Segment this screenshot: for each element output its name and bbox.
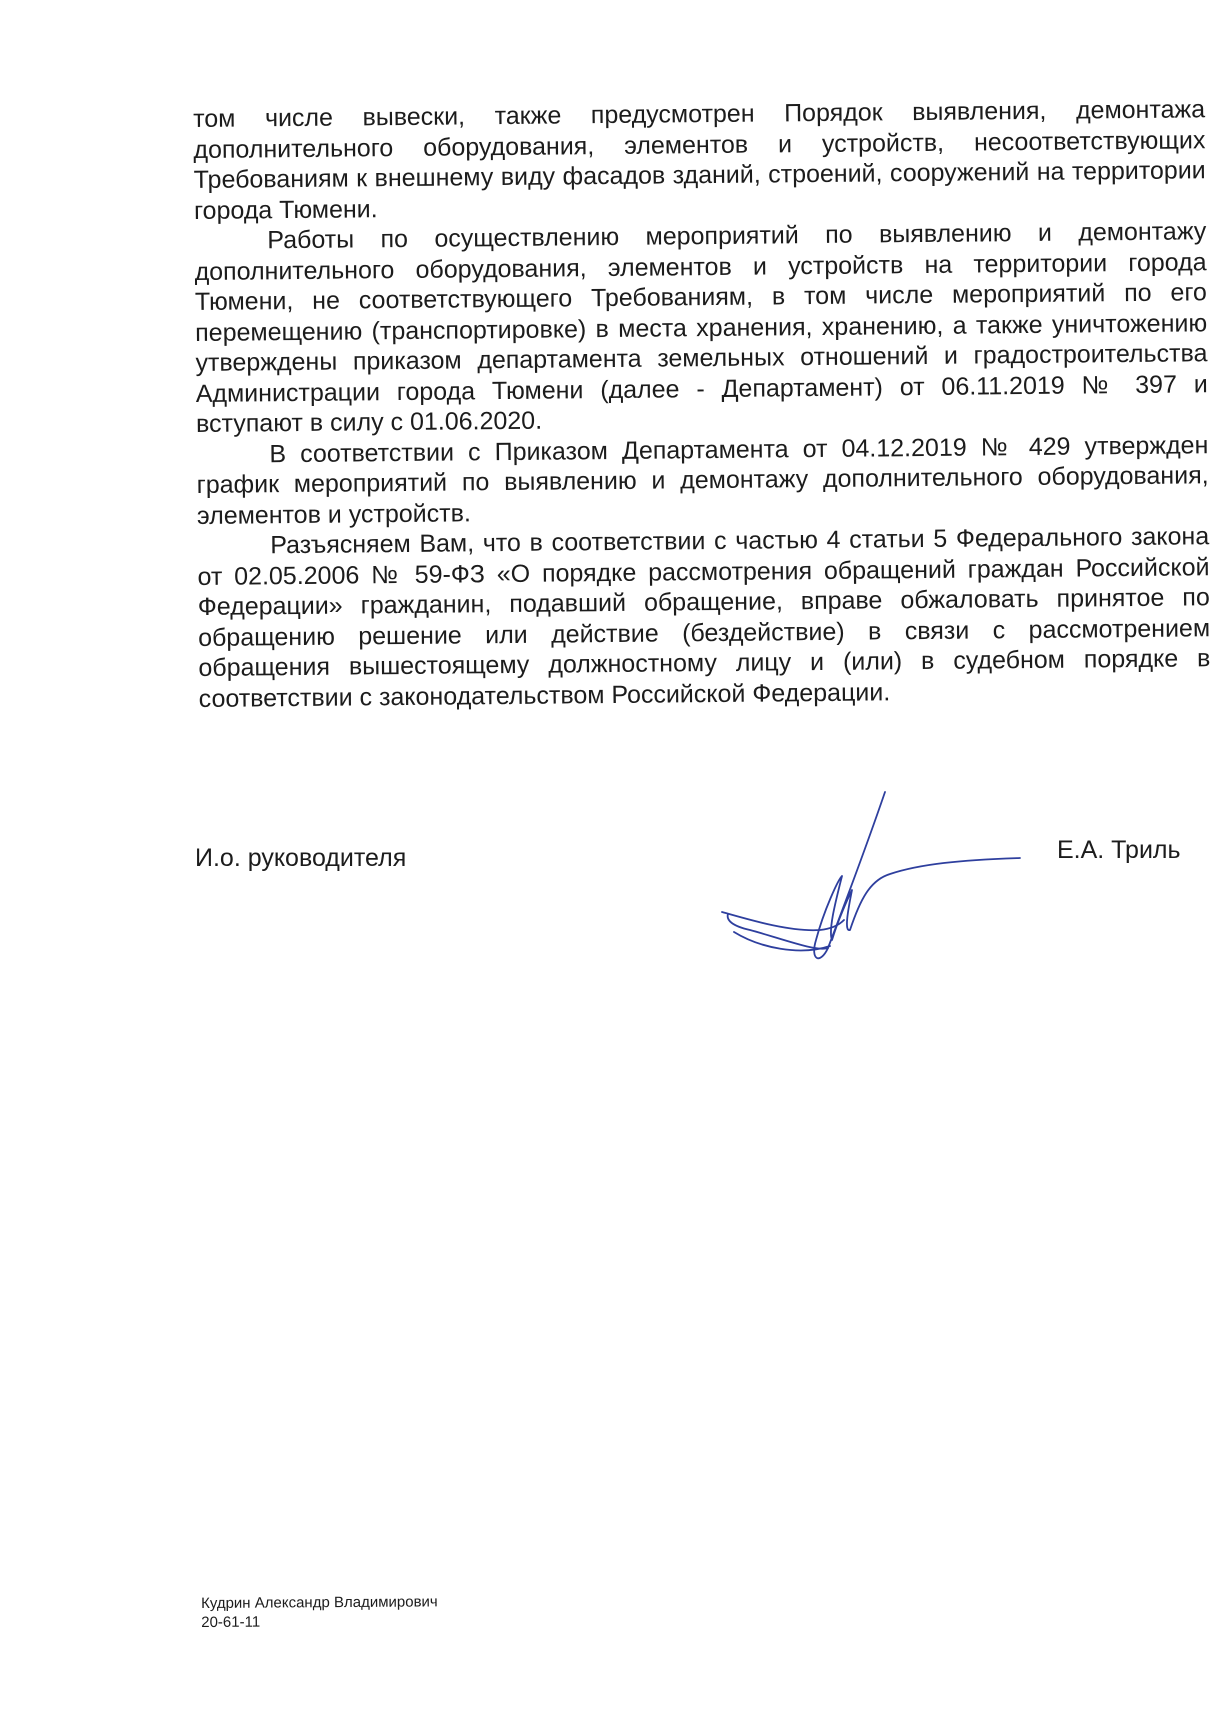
executor-name: Кудрин Александр Владимирович: [201, 1593, 438, 1612]
signatory-title: И.о. руководителя: [195, 844, 407, 872]
paragraph-2: Работы по осуществлению мероприятий по выявлению и демонтажу дополнительного оборудования, элементов и устройств на территории города Тюмени, не соответствующего Требованиям, в том числе мероприятий по его перемещению (транспортировке) в места хранения, хранению, а также уничтожению утверждены приказом департамента земельных отношений и градостроительства Администрации города Тюмени (далее - Департамент) от 06.11.2019 № 397 и вступают в силу с 01.06.2020.: [194, 217, 1208, 438]
paragraph-1: том числе вывески, также предусмотрен Порядок выявления, демонтажа дополнительного оборудования, элементов и устройств, несоответствующих Требованиям к внешнему виду фасадов зданий, строений, сооружений на территории города Тюмени.: [193, 95, 1206, 225]
paragraph-4: Разъясняем Вам, что в соответствии с частью 4 статьи 5 Федерального закона от 02.05.2006 № 59-ФЗ «О порядке рассмотрения обращений граждан Российской Федерации» гражданин, подавший обращение, вправе обжаловать принятое по обращению решение или действие (бездействие) в связи с рассмотрением обращения вышестоящему должностному лицу и (или) в судебном порядке в соответствии с законодательством Российской Федерации.: [197, 522, 1211, 713]
signatory-name: Е.А. Триль: [1057, 836, 1181, 864]
letter-body: [193, 94, 1211, 714]
paragraph-3: В соответствии с Приказом Департамента от 04.12.2019 № 429 утвержден график мероприятий по выявлению и демонтажу дополнительного оборудования, элементов и устройств.: [196, 430, 1209, 530]
executor-block: [201, 1592, 438, 1632]
executor-phone: 20-61-11: [201, 1613, 261, 1631]
handwritten-signature: [720, 780, 1030, 970]
